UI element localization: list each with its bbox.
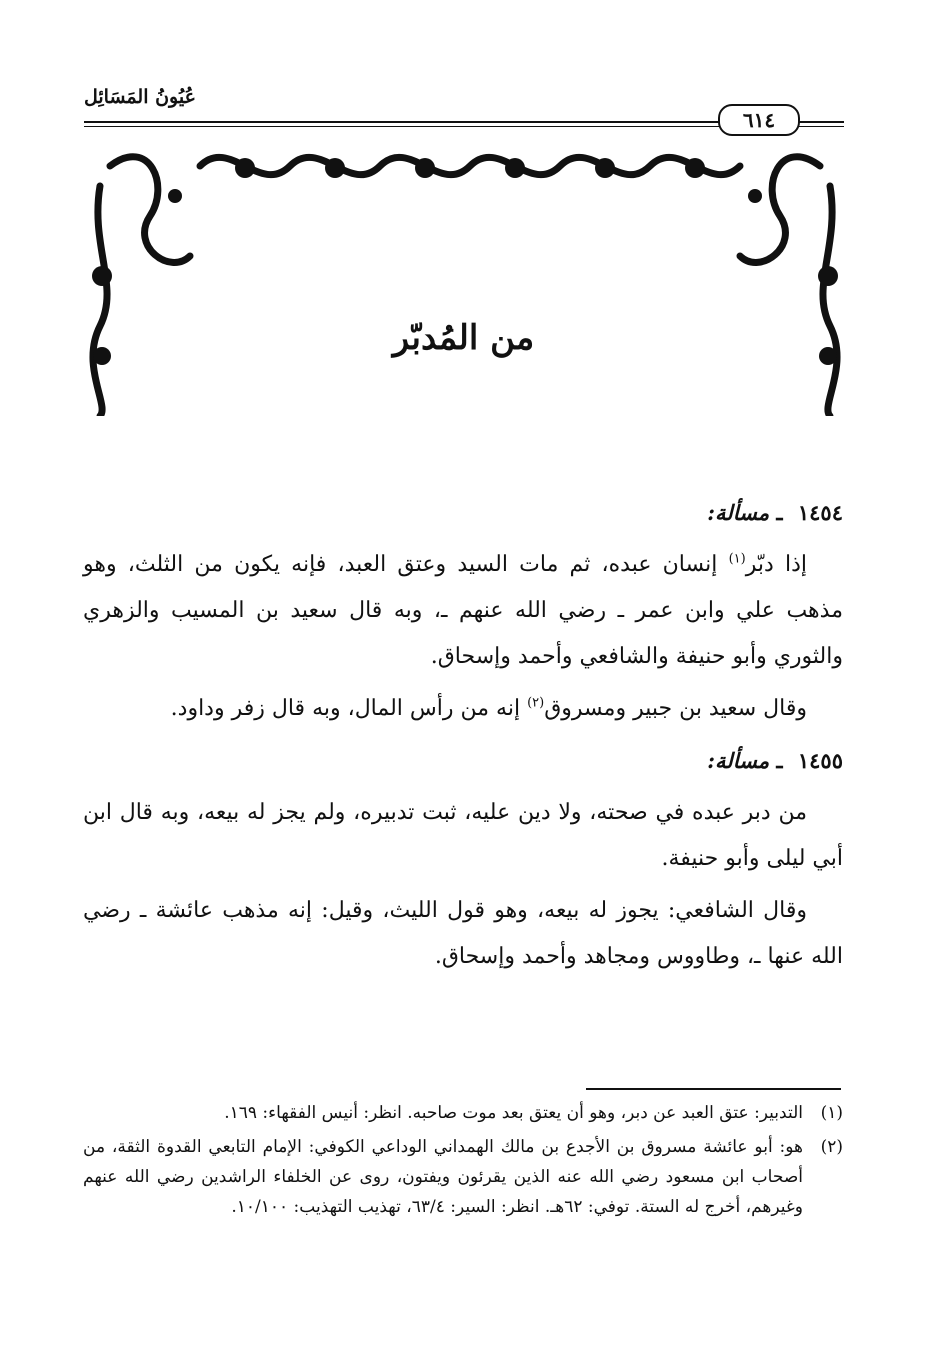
footnote-ref[interactable]: (١) [728, 551, 746, 567]
footnote-ref[interactable]: (٢) [527, 695, 545, 711]
footnote-separator [586, 1088, 841, 1090]
page-number: ٦١٤ [718, 104, 800, 136]
chapter-title: من المُدبّر [392, 318, 535, 358]
running-header-title: عُيُونُ المَسَائِل [84, 86, 196, 108]
footnote [83, 1132, 843, 1222]
masala-number: ١٤٥٤ [797, 500, 843, 525]
footnote-number: (١) [820, 1103, 843, 1123]
masala-label: مسألة: [707, 748, 770, 773]
masala-number: ١٤٥٥ [797, 748, 843, 773]
footnote-number: (٢) [820, 1137, 843, 1157]
masala-heading: ١٤٥٤ ـ مسألة: [707, 500, 843, 525]
paragraph: إذا دبّر$^{(١)}$ إنسان عبده، ثم مات السيد وعتق العبد، فإنه يكون من الثلث، وهو مذهب علي وابن عمر ـ رضي الله عنهم ـ، وبه قال سعيد بن المسيب والزهري والثوري وأبو حنيفة والشافعي وأحمد وإسحاق. [83, 551, 843, 669]
paragraph: وقال سعيد بن جبير ومسروق$^{(٢)}$ إنه من رأس المال، وبه قال زفر وداود. [170, 695, 807, 721]
footnote-text: التدبير: عتق العبد عن دبر، وهو أن يعتق بعد موت صاحبه. انظر: أنيس الفقهاء: ١٦٩. [224, 1103, 803, 1123]
masala-label: مسألة: [707, 500, 770, 525]
footnote [83, 1098, 843, 1128]
footnotes [83, 1098, 843, 1226]
main-text [83, 490, 843, 986]
floral-ornament-frame [80, 126, 850, 416]
paragraph: وقال الشافعي: يجوز له بيعه، وهو قول الليث، وقيل: إنه مذهب عائشة ـ رضي الله عنها ـ، وطاووس ومجاهد وأحمد وإسحاق. [83, 898, 843, 969]
masala-heading: ١٤٥٥ ـ مسألة: [707, 748, 843, 773]
paragraph: من دبر عبده في صحته، ولا دين عليه، ثبت تدبيره، ولم يجز له بيعه، وبه قال ابن أبي ليلى وأبو حنيفة. [83, 800, 843, 871]
footnote-text: هو: أبو عائشة مسروق بن الأجدع بن مالك الهمداني الوداعي الكوفي: الإمام التابعي القدوة الثقة، من أصحاب ابن مسعود رضي الله عنه الذين يقرئون ويفتون، روى عن الخلفاء الراشدين رضي الله عنهم وغيرهم، أخرج له الستة. توفي: ٦٢هـ. انظر: السير: ٦٣/٤، تهذيب التهذيب: ١٠/١٠٠. [83, 1137, 803, 1217]
